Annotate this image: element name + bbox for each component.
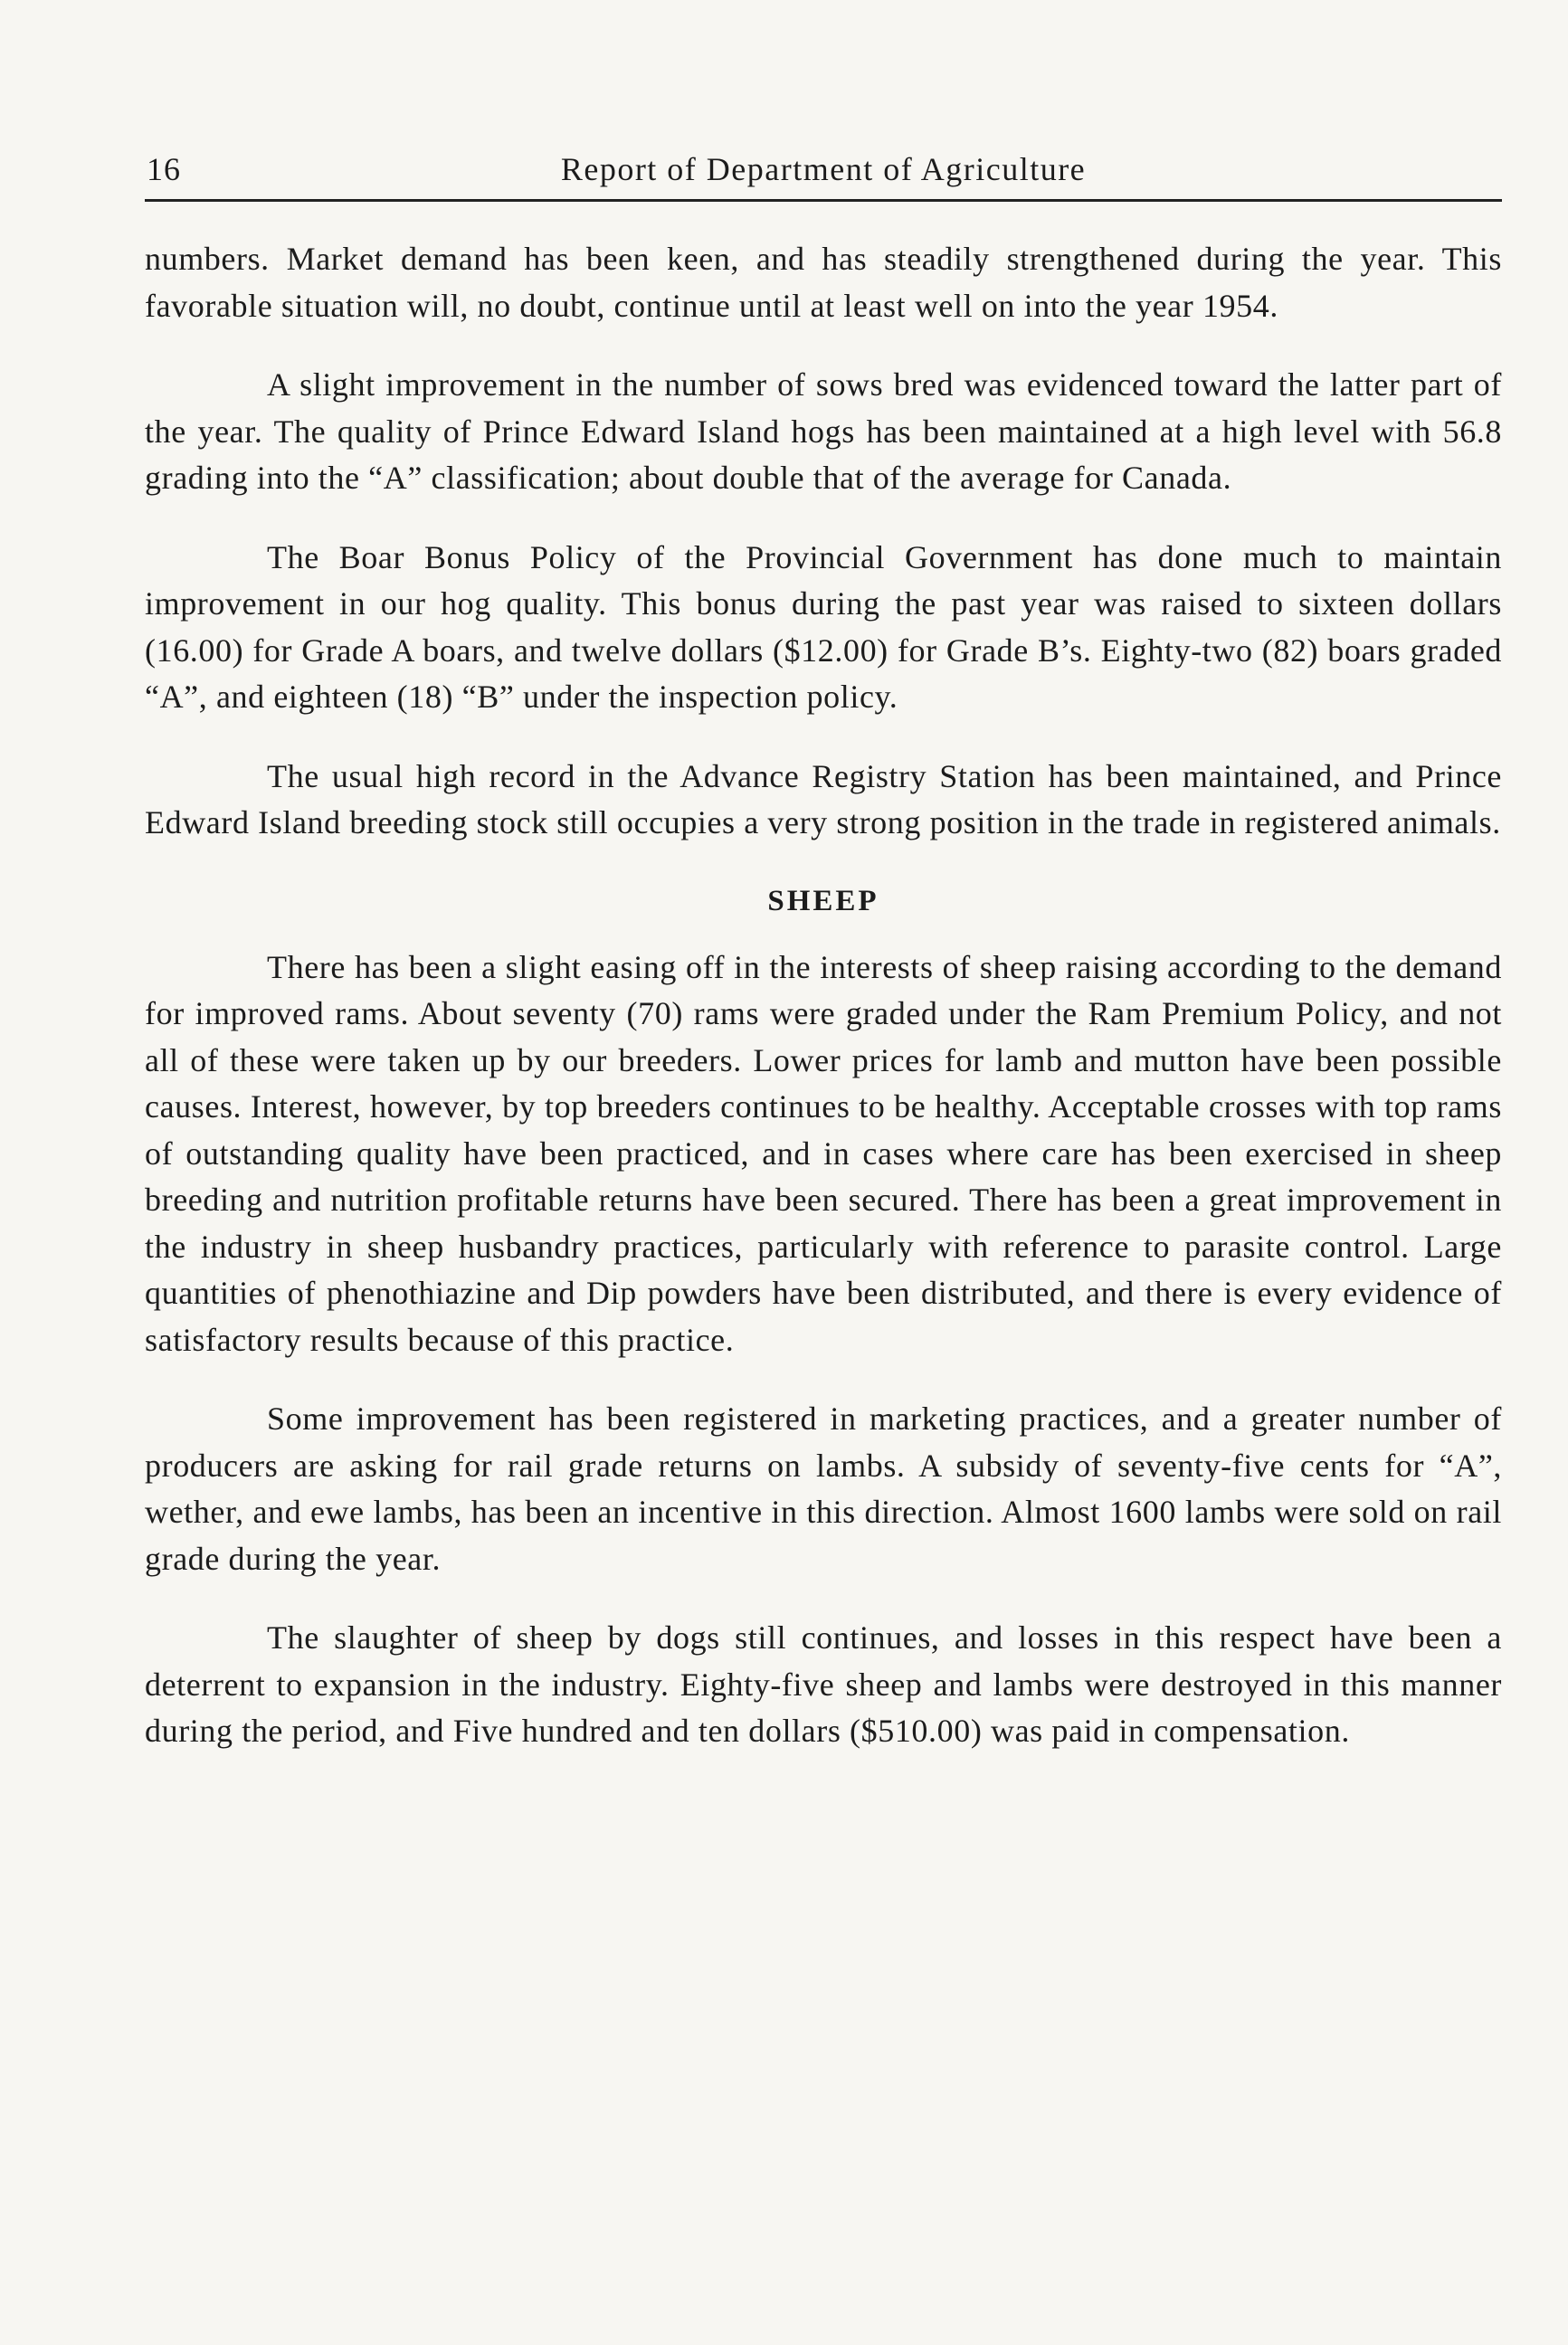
paragraph-sows-bred: A slight improvement in the number of sows bred was evidenced toward the latter part of the year. The quality of Prince Edward Island hogs has been maintained at a high level with 56.8 grading into the “A” classification; about double that of the average for Canada.: [145, 366, 1502, 496]
paragraph-boar-bonus: The Boar Bonus Policy of the Provincial Government has done much to maintain improvement in our hog quality. This bonus during the past year was raised to sixteen dollars (16.00) for Grade A boars, and twelve dollars ($12.00) for Grade B’s. Eighty-two (82) boars graded “A”, and eighteen (18) “B” under the inspection policy.: [145, 538, 1502, 715]
paragraph-sheep-losses: The slaughter of sheep by dogs still continues, and losses in this respect have been a deterrent to expansion in the industry. Eighty-five sheep and lambs were destroyed in this manner during the period, and Five hundred and ten dollars ($510.00) was paid in compensation.: [145, 1619, 1502, 1749]
paragraph-advance-registry: The usual high record in the Advance Registry Station has been maintained, and Prince Edward Island breeding stock still occupies a very strong position in the trade in registered animals.: [145, 757, 1502, 840]
paragraph-hog-market: numbers. Market demand has been keen, and has steadily strengthened during the year. This favorable situation will, no doubt, continue until at least well on into the year 1954.: [145, 241, 1502, 324]
running-header: [145, 145, 1502, 202]
paragraph-sheep-raising: There has been a slight easing off in the interests of sheep raising according to the demand for improved rams. About seventy (70) rams were graded under the Ram Premium Policy, and not all of these were taken up by our breeders. Lower prices for lamb and mutton have been possible causes. Interest, however, by top breeders continues to be healthy. Acceptable crosses with top rams of outstanding quality have been practiced, and in cases where care has been exercised in sheep breeding and nutrition profitable returns have been secured. There has been a great improvement in the industry in sheep husbandry practices, particularly with reference to parasite control. Large quantities of phenothiazine and Dip powders have been distributed, and there is every evidence of satisfactory results because of this practice.: [145, 948, 1502, 1358]
document-page: [145, 145, 1502, 1788]
paragraph-marketing-practices: Some improvement has been registered in marketing practices, and a greater number of producers are asking for rail grade returns on lambs. A subsidy of seventy-five cents for “A”, wether, and ewe lambs, has been an incentive in this direction. Almost 1600 lambs were sold on rail grade during the year.: [145, 1400, 1502, 1577]
running-title: Report of Department of Agriculture: [560, 151, 1087, 187]
page-number: 16: [147, 151, 181, 187]
section-heading-sheep: SHEEP: [767, 884, 879, 917]
body-text: [145, 236, 1502, 1755]
